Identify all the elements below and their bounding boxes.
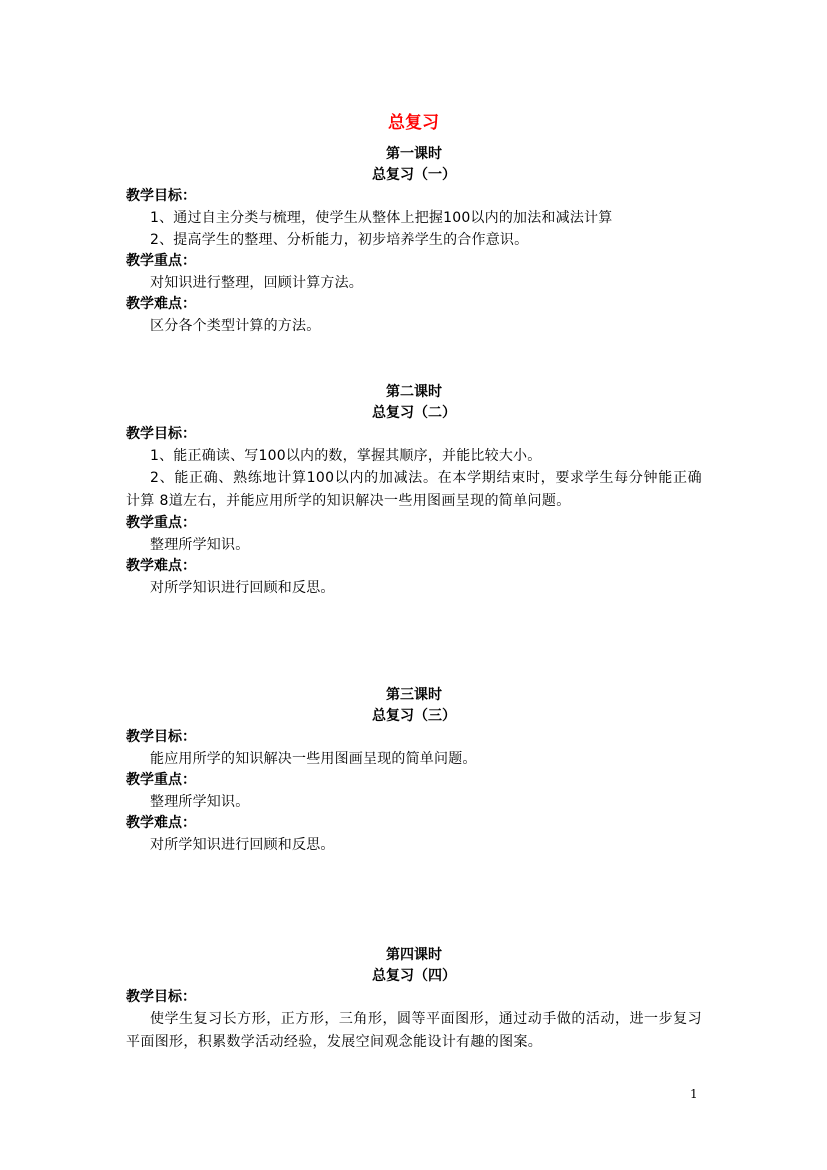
- goal-heading: 教学目标：: [126, 989, 196, 1005]
- lesson-3: [126, 685, 702, 856]
- difficulty-text: 区分各个类型计算的方法。: [150, 318, 321, 334]
- key-text: 整理所学知识。: [150, 794, 250, 810]
- key-heading: 教学重点：: [126, 515, 196, 531]
- key-heading: 教学重点：: [126, 253, 196, 269]
- goal-item: 2、能正确、熟练地计算100以内的加减法。在本学期结束时，要求学生每分钟能正确计算 8道左右，并能应用所学的知识解决一些用图画呈现的简单问题。: [126, 470, 702, 509]
- difficulty-heading: 教学难点：: [126, 296, 196, 312]
- key-text: 整理所学知识。: [150, 537, 250, 553]
- lesson-number: 第三课时: [386, 687, 442, 703]
- goal-item: 1、能正确读、写100以内的数，掌握其顺序，并能比较大小。: [150, 448, 542, 464]
- lesson-subtitle: 总复习（四）: [372, 968, 456, 984]
- lesson-number: 第四课时: [386, 947, 442, 963]
- key-heading: 教学重点：: [126, 772, 196, 788]
- goal-heading: 教学目标：: [126, 188, 196, 204]
- lesson-subtitle: 总复习（一）: [372, 167, 456, 183]
- goal-item: 2、提高学生的整理、分析能力，初步培养学生的合作意识。: [150, 232, 529, 248]
- difficulty-text: 对所学知识进行回顾和反思。: [150, 837, 335, 853]
- page-title: 总复习: [388, 113, 439, 133]
- goal-heading: 教学目标：: [126, 729, 196, 745]
- lesson-subtitle: 总复习（三）: [372, 708, 456, 724]
- lesson-number: 第二课时: [386, 384, 442, 400]
- lesson-2: [126, 382, 702, 599]
- goal-heading: 教学目标：: [126, 426, 196, 442]
- page-number: 1: [690, 1087, 698, 1101]
- goal-item: 1、通过自主分类与梳理，使学生从整体上把握100以内的加法和减法计算: [150, 210, 613, 226]
- lesson-1: [126, 144, 702, 337]
- difficulty-text: 对所学知识进行回顾和反思。: [150, 580, 335, 596]
- goal-item: 使学生复习长方形，正方形，三角形，圆等平面图形，通过动手做的活动，进一步复习平面图形，积累数学活动经验，发展空间观念能设计有趣的图案。: [126, 1011, 702, 1050]
- lesson-4: [126, 945, 702, 1054]
- key-text: 对知识进行整理，回顾计算方法。: [150, 275, 363, 291]
- difficulty-heading: 教学难点：: [126, 558, 196, 574]
- lesson-subtitle: 总复习（二）: [372, 405, 456, 421]
- lesson-number: 第一课时: [386, 146, 442, 162]
- difficulty-heading: 教学难点：: [126, 815, 196, 831]
- goal-item: 能应用所学的知识解决一些用图画呈现的简单问题。: [150, 751, 477, 767]
